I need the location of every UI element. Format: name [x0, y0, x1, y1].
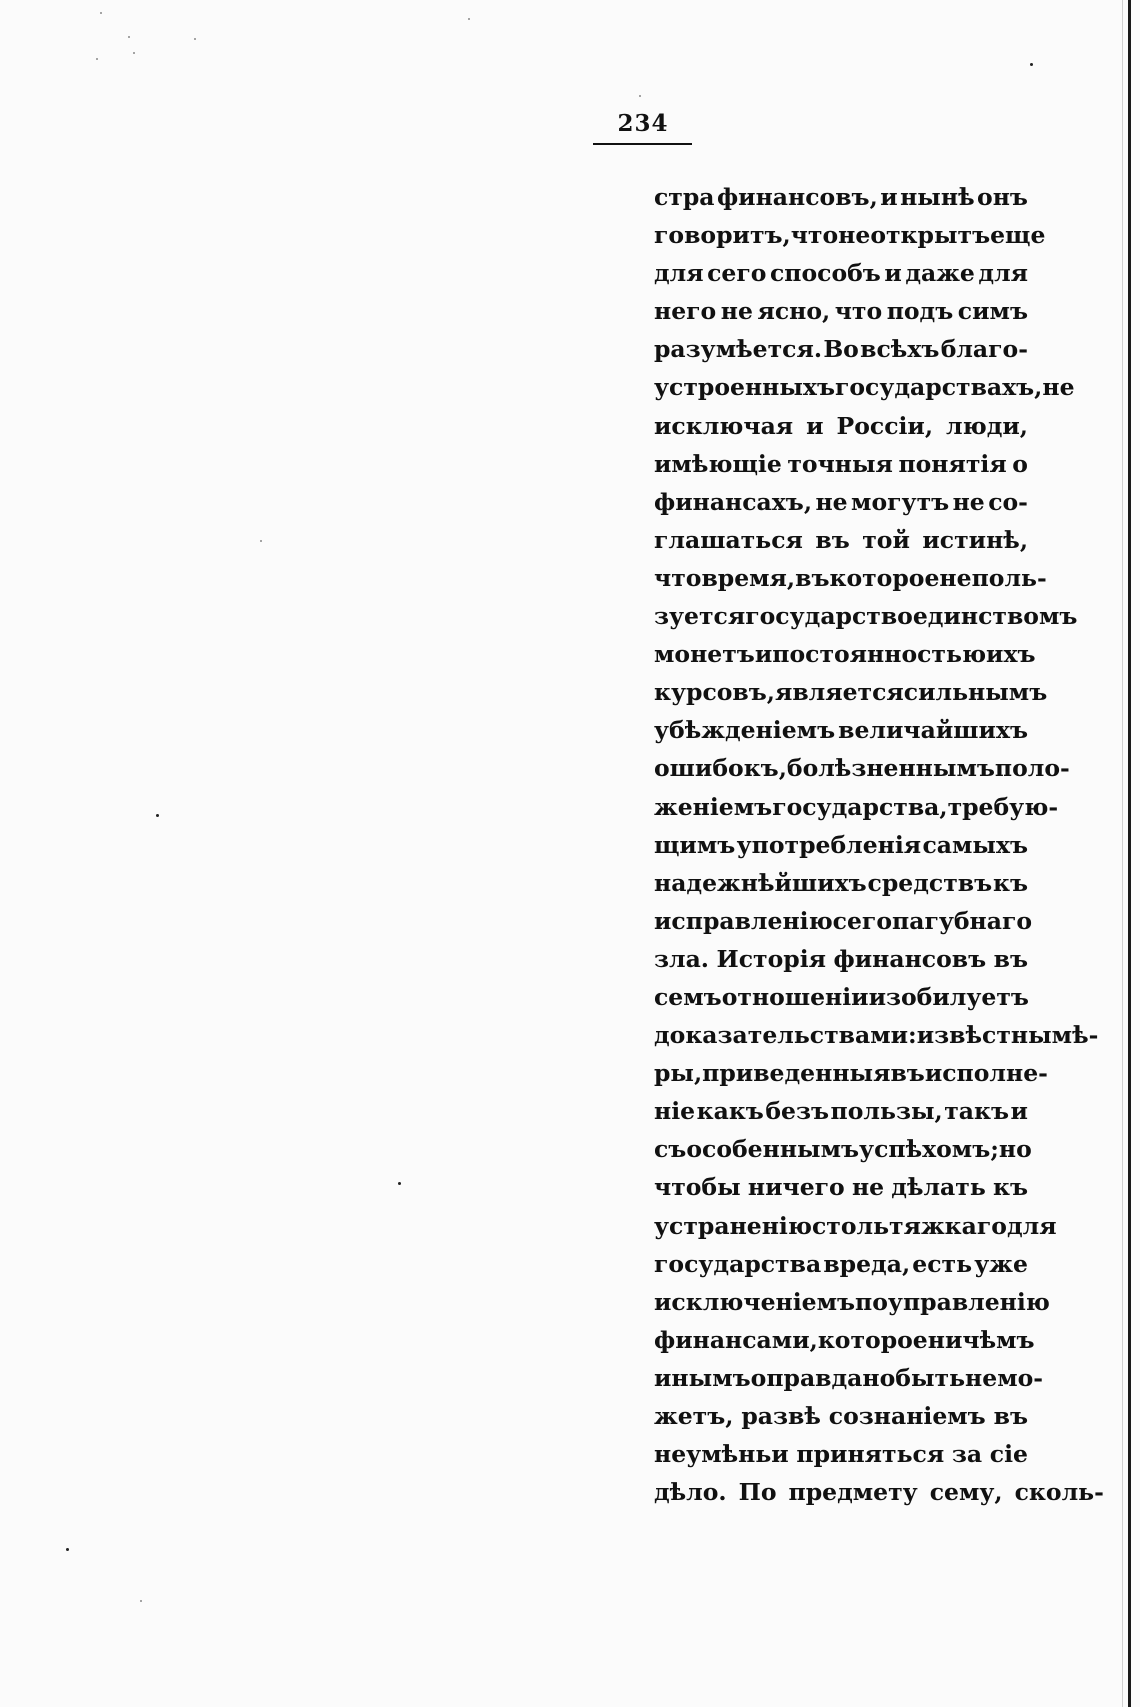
word: предмету — [788, 1478, 918, 1507]
word: люди, — [946, 411, 1028, 440]
scan-speck — [100, 12, 102, 14]
word: изобилуетъ — [868, 982, 1029, 1011]
word: какъ — [696, 1097, 764, 1126]
scan-speck — [140, 1600, 142, 1602]
word: точныя — [787, 449, 893, 478]
word: употребленія — [736, 830, 922, 859]
word: не — [952, 487, 985, 516]
word: способъ — [769, 259, 881, 288]
word: нынѣ — [900, 183, 975, 211]
text-line — [654, 749, 1070, 787]
word: болѣзненнымъ — [786, 754, 995, 783]
word: зуется — [654, 602, 746, 631]
word: въ — [890, 1059, 925, 1088]
text-line — [654, 1130, 1032, 1168]
word: о — [1012, 449, 1028, 478]
text-line — [654, 1359, 1044, 1397]
scan-speck — [96, 58, 98, 60]
word: поль- — [971, 563, 1047, 592]
word: приняться — [796, 1440, 945, 1469]
scan-speck — [128, 36, 130, 38]
word: ніе — [654, 1097, 696, 1126]
word: но — [998, 1135, 1032, 1164]
text-line — [654, 1245, 1028, 1283]
word: устроенныхъ — [654, 373, 835, 402]
word: исключеніемъ — [654, 1287, 856, 1316]
word: исключая — [654, 411, 794, 440]
word: есть — [912, 1249, 973, 1278]
text-line — [654, 635, 1036, 673]
word: мѣ- — [1051, 1021, 1099, 1050]
word: симъ — [957, 297, 1028, 326]
text-line — [654, 292, 1028, 330]
word: особеннымъ — [686, 1135, 860, 1164]
word: него — [654, 297, 717, 326]
scan-speck — [1030, 63, 1033, 66]
word: исполне- — [924, 1059, 1048, 1088]
scan-speck — [194, 38, 196, 40]
text-line — [654, 483, 1028, 521]
word: тяжкаго — [889, 1211, 1007, 1240]
word: безъ — [765, 1097, 830, 1126]
word: не — [838, 221, 871, 250]
text-line — [654, 597, 1078, 635]
word: зла. — [654, 944, 709, 973]
word: убѣжденіемъ — [654, 716, 836, 745]
word: въ — [795, 563, 830, 592]
text-line — [654, 902, 1033, 940]
word: той — [862, 525, 910, 554]
page-edge-border — [1128, 0, 1131, 1707]
word: ясно, — [757, 297, 831, 326]
word: ошибокъ, — [654, 754, 787, 783]
text-line — [654, 1321, 1035, 1359]
text-line — [654, 1092, 1028, 1130]
word: ничего — [747, 1173, 845, 1202]
word: является — [774, 678, 904, 707]
word: что — [654, 563, 702, 592]
scan-speck — [468, 18, 470, 20]
word: сильнымъ — [903, 678, 1048, 707]
text-line — [654, 940, 1028, 978]
text-line — [654, 559, 1047, 597]
word: Во — [823, 335, 859, 364]
word: дѣлать — [891, 1173, 986, 1202]
word: подъ — [886, 297, 954, 326]
text-line — [654, 178, 1028, 216]
word: не — [851, 1173, 885, 1202]
text-line — [654, 368, 1075, 406]
text-line — [654, 407, 1028, 445]
word: не — [720, 297, 753, 326]
word: которое — [817, 1325, 928, 1354]
word: что — [834, 297, 883, 326]
word: ничѣмъ — [927, 1325, 1035, 1354]
word: управленію — [887, 1287, 1050, 1316]
text-line — [654, 788, 1059, 826]
text-line — [654, 1283, 1050, 1321]
word: стра — [654, 183, 715, 211]
text-line — [654, 254, 1028, 292]
word: могутъ — [851, 487, 950, 516]
word: поло- — [994, 754, 1070, 783]
word: онъ — [977, 183, 1028, 211]
word: сіе — [989, 1440, 1028, 1469]
word: По — [738, 1478, 777, 1507]
word: истинѣ, — [922, 525, 1028, 554]
word: семъ — [654, 982, 722, 1011]
word: мо- — [997, 1363, 1044, 1392]
word: и — [884, 259, 902, 288]
word: единствомъ — [912, 602, 1078, 631]
word: что — [790, 221, 839, 250]
word: Исторія — [716, 944, 826, 973]
word: финансахъ, — [654, 487, 813, 516]
word: государство — [745, 602, 913, 631]
word: величайшихъ — [838, 716, 1028, 745]
word: сему, — [929, 1478, 1003, 1507]
word: финансовъ — [833, 944, 987, 973]
scan-speck — [156, 814, 159, 817]
word: сего — [832, 906, 893, 935]
word: понятія — [898, 449, 1007, 478]
word: монетъ — [654, 640, 755, 669]
word: не — [965, 1363, 998, 1392]
word: ры, — [654, 1059, 703, 1088]
word: благо- — [940, 335, 1028, 364]
word: со- — [988, 487, 1028, 516]
word: не — [815, 487, 848, 516]
page-edge-shadow — [1122, 0, 1123, 1707]
word: средствъ — [867, 868, 993, 897]
word: имѣющіе — [654, 449, 782, 478]
word: къ — [993, 1173, 1028, 1202]
word: глашаться — [654, 525, 803, 554]
text-line — [654, 1473, 1104, 1511]
word: извѣстны — [916, 1021, 1052, 1050]
text-line — [654, 1054, 1048, 1092]
word: еще — [990, 221, 1046, 250]
word: женіемъ — [654, 792, 773, 821]
word: для — [978, 259, 1028, 288]
word: дѣло. — [654, 1478, 727, 1507]
word: даже — [905, 259, 975, 288]
word: вреда, — [823, 1249, 911, 1278]
scan-speck — [260, 540, 262, 542]
word: курсовъ, — [654, 678, 775, 707]
word: которое — [829, 563, 940, 592]
word: государствахъ, — [834, 373, 1043, 402]
page-number-rule — [593, 143, 692, 145]
page-number: 234 — [617, 110, 669, 137]
text-line — [654, 673, 1048, 711]
word: и — [880, 183, 898, 211]
word: пользы, — [830, 1097, 943, 1126]
text-line — [654, 1397, 1028, 1435]
word: чтобы — [654, 1173, 741, 1202]
text-line — [654, 711, 1028, 749]
text-line — [654, 521, 1028, 559]
word: говоритъ, — [654, 221, 791, 250]
text-line — [654, 826, 1028, 864]
word: сего — [707, 259, 767, 288]
scan-speck — [398, 1182, 401, 1185]
word: государства, — [772, 792, 948, 821]
word: не — [939, 563, 972, 592]
word: щимъ — [654, 830, 736, 859]
text-line — [654, 1168, 1028, 1206]
text-line — [654, 978, 1028, 1016]
word: по — [855, 1287, 888, 1316]
word: въ — [993, 944, 1028, 973]
word: для — [1006, 1211, 1057, 1240]
word: за — [951, 1440, 983, 1469]
word: сколь- — [1014, 1478, 1104, 1507]
word: уже — [974, 1249, 1028, 1278]
word: отношеніи — [721, 982, 869, 1011]
word: самыхъ — [922, 830, 1028, 859]
word: къ — [993, 868, 1028, 897]
text-line — [654, 1207, 1057, 1245]
word: для — [654, 259, 704, 288]
word: жетъ, — [654, 1402, 734, 1430]
word: такъ — [944, 1097, 1010, 1126]
word: быть — [895, 1363, 966, 1392]
word: доказательствами: — [654, 1021, 917, 1050]
word: разумѣется. — [654, 335, 822, 364]
scan-speck — [133, 52, 135, 54]
word: государства — [654, 1249, 822, 1278]
scan-speck — [639, 95, 641, 97]
word: сознаніемъ — [828, 1402, 986, 1430]
word: устраненію — [654, 1211, 812, 1240]
word: оправдано — [750, 1363, 896, 1392]
word: открытъ — [870, 221, 991, 250]
word: финансами, — [654, 1325, 818, 1354]
word: требую- — [947, 792, 1059, 821]
word: пагубнаго — [892, 906, 1033, 935]
word: въ — [993, 1402, 1028, 1430]
word: ихъ — [986, 640, 1036, 669]
text-line — [654, 864, 1028, 902]
word: съ — [654, 1135, 687, 1164]
text-column — [654, 178, 1104, 1511]
word: приведенныя — [702, 1059, 891, 1088]
scan-speck — [66, 1548, 69, 1551]
word: постоянностью — [772, 640, 987, 669]
word: инымъ — [654, 1363, 751, 1392]
word: успѣхомъ; — [859, 1135, 999, 1164]
word: неумѣньи — [654, 1440, 789, 1469]
word: всѣхъ — [860, 335, 940, 364]
text-line — [654, 216, 1046, 254]
word: надежнѣйшихъ — [654, 868, 867, 897]
word: въ — [815, 525, 850, 554]
word: финансовъ, — [716, 183, 878, 211]
word: развѣ — [741, 1402, 821, 1430]
word: исправленію — [654, 906, 833, 935]
word: и — [806, 411, 824, 440]
text-line — [654, 445, 1028, 483]
text-line — [654, 1435, 1028, 1473]
text-line — [654, 330, 1028, 368]
word: и — [754, 640, 773, 669]
text-line — [654, 1016, 1099, 1054]
word: время, — [701, 563, 796, 592]
word: столь — [811, 1211, 890, 1240]
word: не — [1042, 373, 1075, 402]
word: Россіи, — [836, 411, 934, 440]
word: и — [1010, 1097, 1028, 1126]
